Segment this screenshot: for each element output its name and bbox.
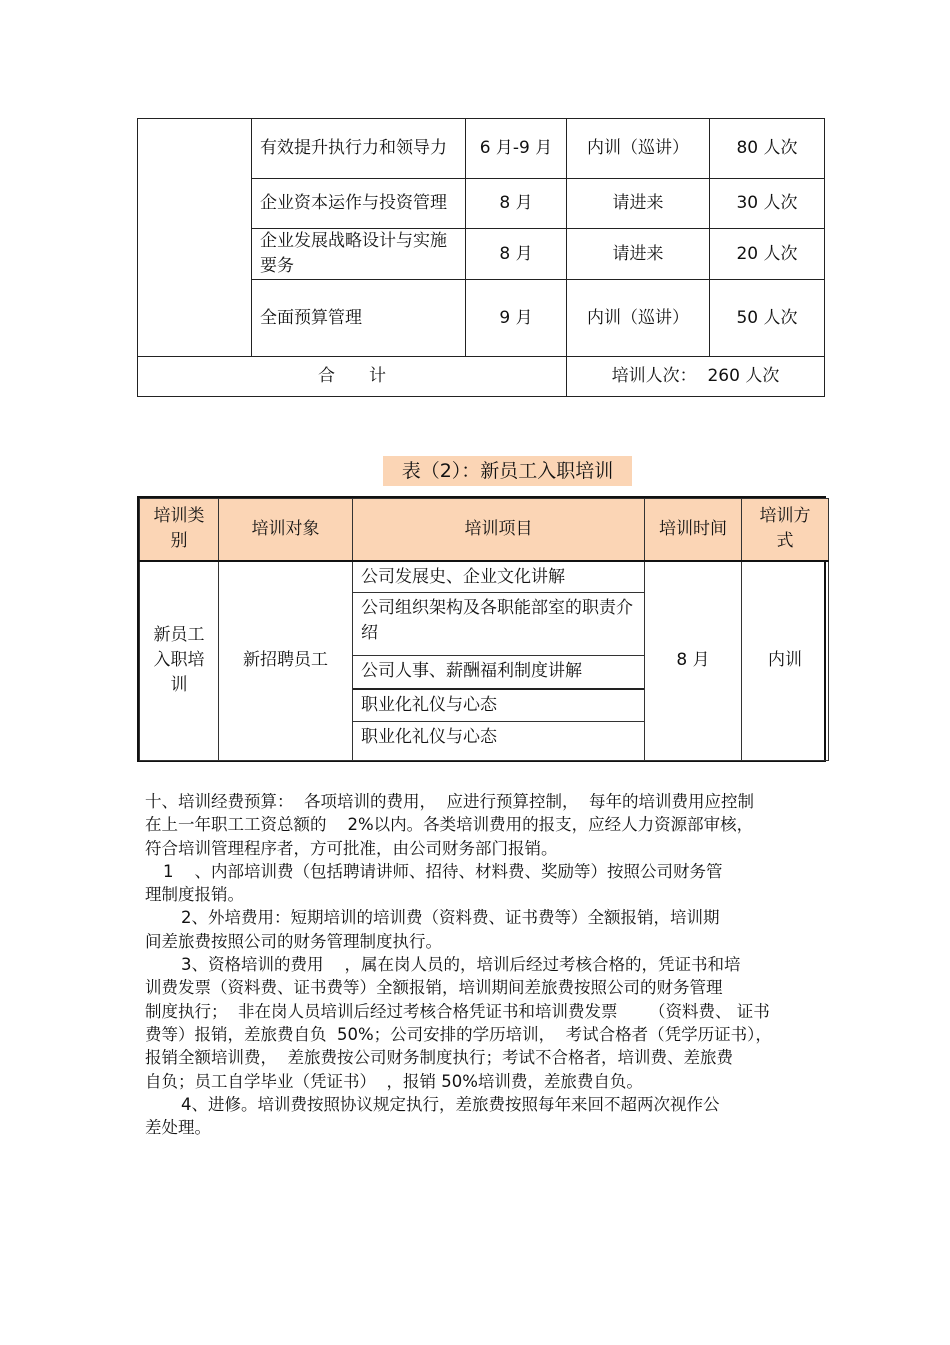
training-item: 全面预算管理 — [252, 280, 466, 357]
header-category: 培训类别 — [140, 499, 219, 561]
category-cell-empty — [138, 119, 252, 357]
paragraph-line: 十、培训经费预算： 各项培训的费用， 应进行预算控制， 每年的培训费用应控制 — [145, 792, 754, 811]
paragraph-line: 在上一年职工工资总额的 2%以内。各类培训费用的报支，应经人力资源部审核， — [145, 815, 754, 835]
total-row — [138, 357, 825, 397]
training-item: 有效提升执行力和领导力 — [252, 119, 466, 179]
total-label: 合 计 — [138, 357, 567, 397]
paragraph-line: 自负；员工自学毕业（凭证书） ，报销 50%培训费，差旅费自负。 — [145, 1071, 643, 1091]
target-cell: 新招聘员工 — [219, 561, 353, 761]
paragraph-line: 符合培训管理程序者，方可批准，由公司财务部门报销。 — [145, 838, 558, 858]
paragraph-line: 4、进修。培训费按照协议规定执行，差旅费按照每年来回不超两次视作公 — [181, 1094, 720, 1114]
table2-caption: 表（2）：新员工入职培训 — [383, 456, 632, 486]
paragraph-line: 费等）报销，差旅费自负 50%；公司安排的学历培训， 考试合格者（凭学历证书）， — [145, 1024, 772, 1044]
total-value: 培训人次： 260 人次 — [567, 357, 825, 397]
items-cell — [353, 561, 645, 761]
training-time: 9 月 — [466, 280, 567, 357]
training-time: 8 月 — [466, 229, 567, 280]
header-items: 培训项目 — [353, 499, 645, 561]
paragraph-line: 理制度报销。 — [145, 885, 244, 905]
paragraph-line: 3、资格培训的费用 ，属在岗人员的，培训后经过考核合格的，凭证书和培 — [181, 955, 741, 975]
list-item: 公司组织架构及各职能部室的职责介绍 — [353, 593, 644, 656]
training-count: 80 人次 — [710, 119, 825, 179]
method-cell: 内训 — [742, 561, 829, 761]
new-employee-training-table — [137, 496, 826, 762]
training-time: 8 月 — [466, 179, 567, 229]
training-method: 请进来 — [567, 229, 710, 280]
paragraph-line: 1 、内部培训费（包括聘请讲师、招待、材料费、奖励等）按照公司财务管 — [163, 861, 723, 881]
new-employee-training-grid — [139, 498, 829, 761]
paragraph-line: 训费发票（资料费、证书费等）全额报销，培训期间差旅费按照公司的财务管理 — [145, 978, 723, 998]
training-item: 企业资本运作与投资管理 — [252, 179, 466, 229]
training-method: 内训（巡讲） — [567, 119, 710, 179]
list-item: 公司发展史、企业文化讲解 — [353, 562, 644, 593]
training-item: 企业发展战略设计与实施要务 — [252, 229, 466, 280]
budget-section — [145, 790, 815, 1139]
list-item: 公司人事、薪酬福利制度讲解 — [353, 656, 644, 690]
header-method: 培训方式 — [742, 499, 829, 561]
training-count: 30 人次 — [710, 179, 825, 229]
time-cell: 8 月 — [645, 561, 742, 761]
list-item: 职业化礼仪与心态 — [361, 726, 497, 747]
list-item: 职业化礼仪与心态 — [353, 690, 644, 722]
paragraph-line: 2、外培费用：短期培训的培训费（资料费、证书费等）全额报销，培训期 — [181, 908, 720, 928]
training-plan-table-continued — [137, 118, 825, 397]
training-method: 内训（巡讲） — [567, 280, 710, 357]
paragraph-line: 差处理。 — [145, 1118, 211, 1138]
paragraph-line: 报销全额培训费， 差旅费按公司财务制度执行；考试不合格者，培训费、差旅费 — [145, 1048, 733, 1068]
training-method: 请进来 — [567, 179, 710, 229]
table-row — [140, 561, 829, 761]
header-time: 培训时间 — [645, 499, 742, 561]
training-time: 6 月-9 月 — [466, 119, 567, 179]
training-count: 20 人次 — [710, 229, 825, 280]
paragraph-line: 间差旅费按照公司的财务管理制度执行。 — [145, 931, 442, 951]
table-row — [138, 119, 825, 179]
training-count: 50 人次 — [710, 280, 825, 357]
header-row — [140, 499, 829, 561]
header-target: 培训对象 — [219, 499, 353, 561]
category-cell: 新员工入职培训 — [140, 561, 219, 761]
paragraph-line: 制度执行； 非在岗人员培训后经过考核合格凭证书和培训费发票 （资料费、 证书 — [145, 1001, 770, 1021]
